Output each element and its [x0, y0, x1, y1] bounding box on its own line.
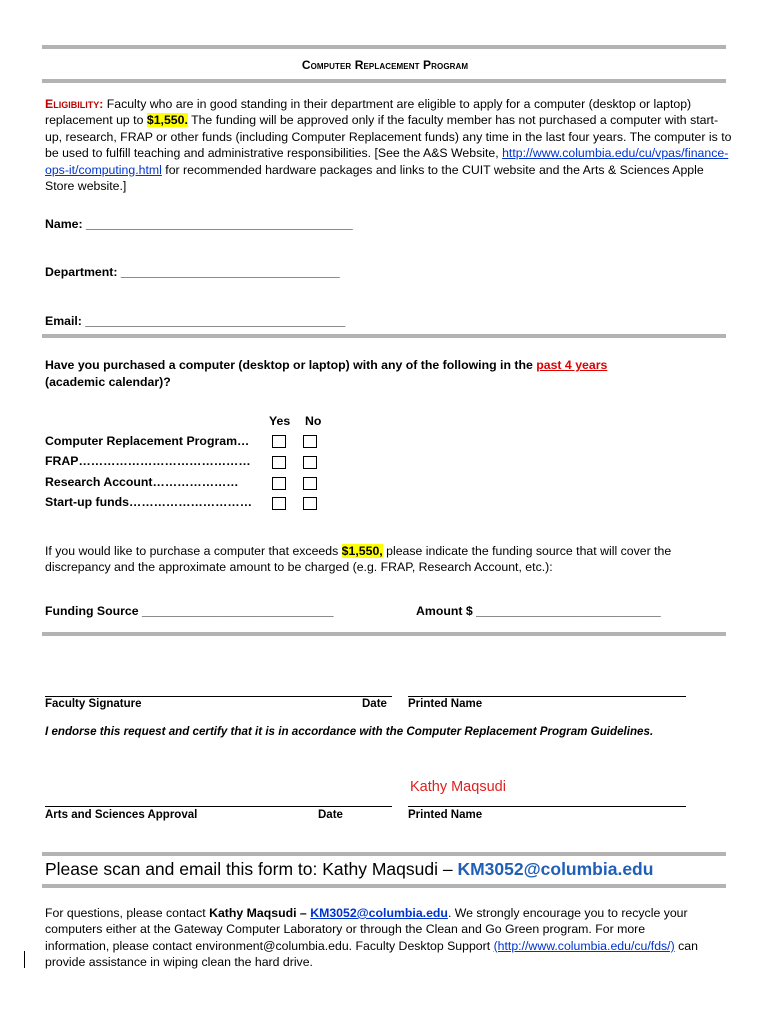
checkbox-frap-no[interactable] — [303, 456, 317, 469]
exceed-paragraph — [45, 543, 705, 576]
scan-top-rule — [42, 852, 726, 856]
date-label-2: Date — [318, 809, 343, 821]
row-frap: FRAP…………………………………… — [45, 454, 251, 468]
exceed-amount: $1,550, — [341, 544, 383, 558]
approval-label: Arts and Sciences Approval — [45, 809, 198, 821]
checkbox-research-account-yes[interactable] — [272, 477, 286, 490]
checkbox-startup-funds-no[interactable] — [303, 497, 317, 510]
printed-name-line-1[interactable] — [408, 696, 686, 697]
checkbox-frap-yes[interactable] — [272, 456, 286, 469]
past-4-years: past 4 years — [536, 358, 608, 372]
checkbox-computer-replacement-yes[interactable] — [272, 435, 286, 448]
department-field[interactable]: Department: ________________________________ — [45, 265, 340, 279]
faculty-signature-line[interactable] — [45, 696, 392, 697]
approval-signature-line[interactable] — [45, 806, 392, 807]
footer-contact: Kathy Maqsudi – — [209, 906, 311, 920]
checkbox-research-account-no[interactable] — [303, 477, 317, 490]
eligibility-text-3: for recommended hardware packages and links to the CUIT website and the Arts & Sciences Apple Store website.] — [45, 162, 704, 194]
text-cursor — [24, 951, 25, 968]
footer-paragraph — [45, 905, 705, 971]
printed-name-label-1: Printed Name — [408, 698, 483, 710]
no-header: No — [305, 414, 322, 428]
footer-text-1: For questions, please contact — [45, 906, 210, 920]
printed-name-line-2[interactable] — [408, 806, 686, 807]
approver-name: Kathy Maqsudi — [410, 779, 506, 795]
eligibility-label: Eligibility: — [45, 97, 104, 111]
date-label-1: Date — [362, 698, 387, 710]
page-title: Computer Replacement Program — [301, 58, 469, 72]
question-text-2: (academic calendar)? — [45, 375, 171, 389]
fds-link[interactable]: (http://www.columbia.edu/cu/fds/) — [493, 938, 675, 953]
yes-header: Yes — [269, 414, 291, 428]
funding-rule — [42, 632, 726, 636]
purchase-question — [45, 357, 607, 391]
email-field[interactable]: Email: ______________________________________ — [45, 314, 346, 328]
eligibility-text-1: Faculty who are in good standing in their department are eligible to apply for a computer (desktop or laptop) replacement up to — [45, 97, 692, 128]
scan-text: Please scan and email this form to: Kathy Maqsudi – — [45, 859, 458, 879]
endorse-statement: I endorse this request and certify that it is in accordance with the Computer Replacement Program Guidelines. — [45, 725, 654, 738]
row-research-account: Research Account………………… — [45, 475, 239, 489]
row-startup-funds: Start-up funds………………………… — [45, 495, 252, 509]
fields-rule — [42, 334, 726, 338]
scan-email-link[interactable]: KM3052@columbia.edu — [457, 859, 654, 879]
funding-source-field[interactable]: Funding Source ____________________________ — [45, 604, 334, 618]
scan-bottom-rule — [42, 884, 726, 888]
exceed-text-2: please indicate the funding source that will cover the discrepancy and the approximate amount to be charged (e.g. FRAP, Research Account, etc.): — [45, 544, 672, 575]
row-computer-replacement: Computer Replacement Program… — [45, 434, 250, 448]
scan-instruction — [45, 859, 653, 880]
footer-text-2: . We strongly encourage you to recycle your computers either at the Gateway Computer Laboratory or through the Clean and Go Green program. For more information, please contact environment@columbia.edu. Faculty Desktop Support — [45, 906, 688, 953]
name-field[interactable]: Name: _______________________________________ — [45, 217, 353, 231]
eligibility-paragraph — [45, 96, 735, 194]
checkbox-computer-replacement-no[interactable] — [303, 435, 317, 448]
question-text: Have you purchased a computer (desktop or laptop) with any of the following in the — [45, 358, 537, 372]
printed-name-label-2: Printed Name — [408, 809, 483, 821]
eligibility-amount: $1,550. — [146, 113, 188, 128]
faculty-signature-label: Faculty Signature — [45, 698, 142, 710]
checkbox-startup-funds-yes[interactable] — [272, 497, 286, 510]
footer-text-3: can provide assistance in wiping clean the hard drive. — [45, 938, 698, 970]
top-rule — [42, 45, 726, 49]
eligibility-text-2: The funding will be approved only if the faculty member has not purchased a computer with start-up, research, FRAP or other funds (including Computer Replacement funds) any time in the last four years. The computer is to be used to fulfill teaching and administrative responsibilities. [See the A&S Website, — [45, 113, 732, 161]
exceed-text-1: If you would like to purchase a computer that exceeds — [45, 544, 342, 558]
as-website-link[interactable]: http://www.columbia.edu/cu/vpas/finance-ops-it/computing.html — [45, 146, 729, 177]
title-rule — [42, 79, 726, 83]
footer-email-link[interactable]: KM3052@columbia.edu — [310, 906, 448, 920]
amount-field[interactable]: Amount $ ___________________________ — [416, 604, 661, 618]
